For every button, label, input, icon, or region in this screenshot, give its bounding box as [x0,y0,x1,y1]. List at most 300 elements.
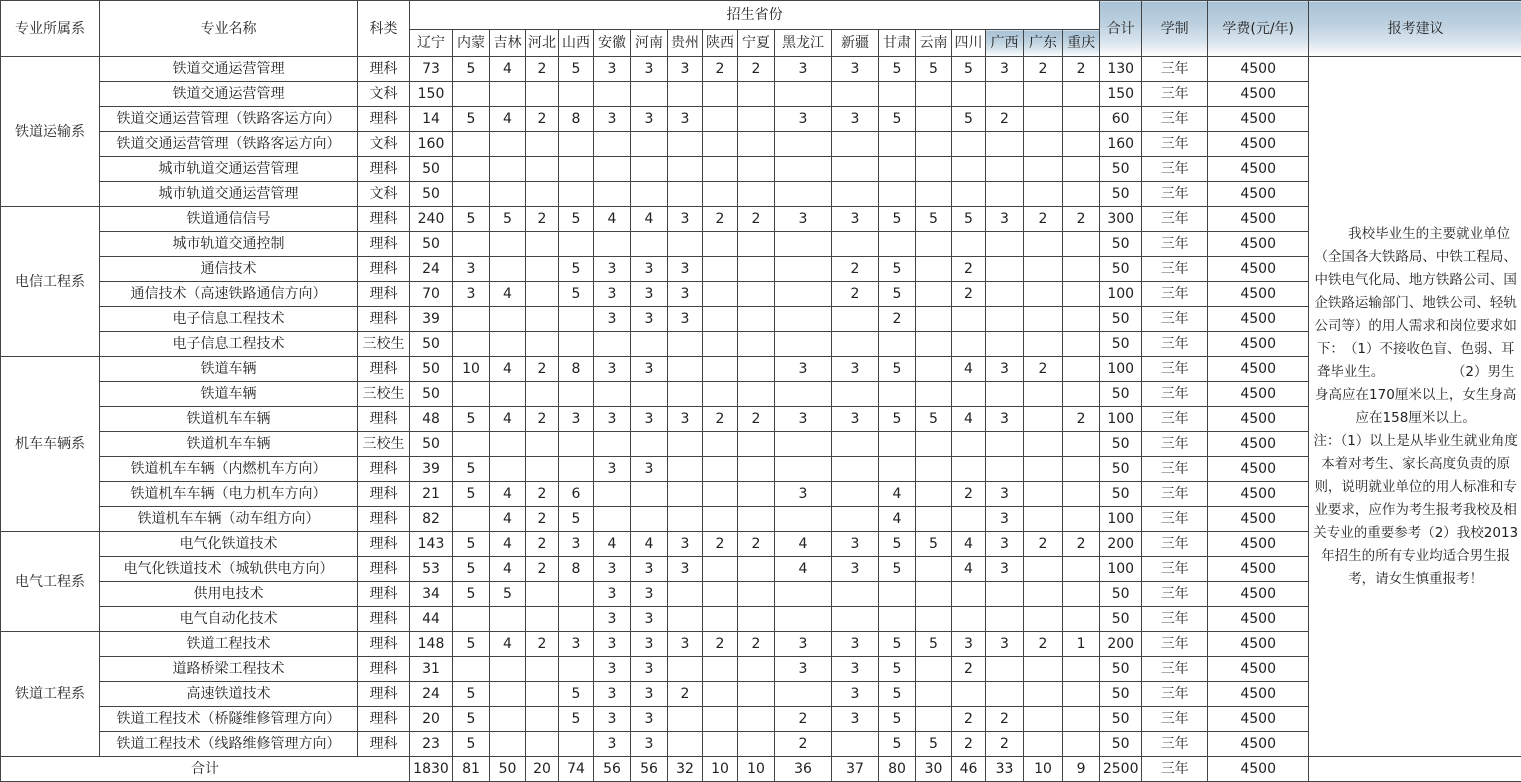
fee-cell: 4500 [1208,557,1309,582]
duration-cell: 三年 [1142,507,1208,532]
count-cell: 2 [738,207,775,232]
count-cell [559,432,594,457]
count-cell: 3 [986,482,1024,507]
count-cell [738,557,775,582]
count-cell: 3 [559,632,594,657]
count-cell: 2 [1063,407,1100,432]
count-cell [879,432,916,457]
count-cell [453,157,490,182]
totals-label: 合计 [1,757,410,782]
count-cell [1024,732,1063,757]
count-cell [1063,507,1100,532]
dept-cell: 电信工程系 [1,207,100,357]
count-cell: 2 [703,57,738,82]
count-cell [594,182,631,207]
count-cell: 3 [594,557,631,582]
count-cell: 3 [775,207,832,232]
count-cell [1063,657,1100,682]
count-cell: 2 [832,257,879,282]
count-cell: 3 [775,657,832,682]
row-total-cell: 50 [1100,182,1142,207]
count-cell [775,457,832,482]
count-cell: 14 [410,107,453,132]
total-count-cell: 9 [1063,757,1100,782]
count-cell: 3 [986,632,1024,657]
subject-cell: 理科 [358,357,410,382]
count-cell [952,332,986,357]
major-cell: 铁道机车车辆 [100,432,358,457]
fee-cell: 4500 [1208,207,1309,232]
count-cell: 53 [410,557,453,582]
major-cell: 城市轨道交通控制 [100,232,358,257]
count-cell: 21 [410,482,453,507]
count-cell [738,507,775,532]
count-cell [559,457,594,482]
duration-cell: 三年 [1142,332,1208,357]
duration-cell: 三年 [1142,557,1208,582]
count-cell [1024,657,1063,682]
count-cell [1063,382,1100,407]
subject-cell: 理科 [358,157,410,182]
count-cell [775,132,832,157]
count-cell [526,307,559,332]
subject-cell: 理科 [358,732,410,757]
count-cell: 20 [410,707,453,732]
count-cell [526,157,559,182]
count-cell: 3 [594,632,631,657]
count-cell [775,607,832,632]
major-cell: 铁道机车车辆（内燃机车方向） [100,457,358,482]
count-cell [526,432,559,457]
subject-cell: 理科 [358,107,410,132]
header-advice: 报考建议 [1309,1,1521,57]
header-province: 宁夏 [738,30,775,57]
total-count-cell: 46 [952,757,986,782]
subject-cell: 三校生 [358,332,410,357]
count-cell [738,332,775,357]
major-cell: 铁道机车车辆 [100,407,358,432]
count-cell: 2 [952,282,986,307]
subject-cell: 文科 [358,132,410,157]
fee-cell: 4500 [1208,332,1309,357]
count-cell [916,482,952,507]
table-row [1,257,1521,282]
count-cell [703,132,738,157]
fee-cell: 4500 [1208,632,1309,657]
count-cell: 3 [594,307,631,332]
count-cell: 70 [410,282,453,307]
count-cell [879,232,916,257]
count-cell: 2 [526,407,559,432]
count-cell [879,582,916,607]
count-cell [594,482,631,507]
count-cell [775,157,832,182]
fee-cell: 4500 [1208,657,1309,682]
count-cell: 4 [775,532,832,557]
count-cell: 5 [879,632,916,657]
table-row [1,482,1521,507]
count-cell: 2 [879,307,916,332]
subject-cell: 文科 [358,182,410,207]
count-cell [703,607,738,632]
duration-cell: 三年 [1142,257,1208,282]
header-province: 内蒙 [453,30,490,57]
duration-cell: 三年 [1142,707,1208,732]
count-cell [526,457,559,482]
major-cell: 铁道车辆 [100,357,358,382]
count-cell: 2 [775,707,832,732]
count-cell [453,382,490,407]
count-cell [490,732,526,757]
count-cell: 5 [916,532,952,557]
count-cell [1063,107,1100,132]
row-total-cell: 50 [1100,382,1142,407]
count-cell [453,332,490,357]
count-cell [916,682,952,707]
count-cell: 5 [879,57,916,82]
count-cell: 5 [879,657,916,682]
count-cell [668,157,703,182]
count-cell [916,182,952,207]
count-cell [1063,357,1100,382]
count-cell [668,582,703,607]
count-cell [1063,257,1100,282]
count-cell [832,582,879,607]
count-cell: 5 [559,207,594,232]
header-dept: 专业所属系 [1,1,100,57]
totals-fee-cell: 4500 [1208,757,1309,782]
count-cell: 5 [559,507,594,532]
row-total-cell: 50 [1100,682,1142,707]
table-row [1,307,1521,332]
fee-cell: 4500 [1208,582,1309,607]
duration-cell: 三年 [1142,657,1208,682]
count-cell [738,232,775,257]
header-provinces-group: 招生省份 [410,1,1100,30]
count-cell: 3 [594,732,631,757]
count-cell: 3 [594,582,631,607]
duration-cell: 三年 [1142,632,1208,657]
count-cell [631,432,668,457]
count-cell [490,232,526,257]
count-cell: 3 [832,632,879,657]
fee-cell: 4500 [1208,107,1309,132]
count-cell [738,282,775,307]
count-cell: 2 [1063,532,1100,557]
subject-cell: 理科 [358,707,410,732]
count-cell [526,607,559,632]
count-cell: 3 [668,557,703,582]
count-cell [738,357,775,382]
table-row [1,182,1521,207]
row-total-cell: 50 [1100,457,1142,482]
subject-cell: 理科 [358,257,410,282]
duration-cell: 三年 [1142,132,1208,157]
count-cell [775,232,832,257]
totals-row [1,757,1521,782]
count-cell [775,507,832,532]
header-province: 山西 [559,30,594,57]
count-cell [1024,407,1063,432]
count-cell [631,82,668,107]
count-cell: 2 [1063,207,1100,232]
count-cell: 3 [559,532,594,557]
count-cell [738,82,775,107]
table-row [1,657,1521,682]
count-cell [1024,182,1063,207]
count-cell [1063,82,1100,107]
count-cell: 3 [668,107,703,132]
header-province: 辽宁 [410,30,453,57]
row-total-cell: 200 [1100,532,1142,557]
count-cell [916,707,952,732]
count-cell [879,382,916,407]
table-row [1,632,1521,657]
count-cell: 2 [952,482,986,507]
count-cell: 5 [453,557,490,582]
subject-cell: 理科 [358,307,410,332]
count-cell [703,107,738,132]
duration-cell: 三年 [1142,57,1208,82]
count-cell: 50 [410,182,453,207]
major-cell: 铁道工程技术（线路维修管理方向） [100,732,358,757]
count-cell: 3 [668,257,703,282]
count-cell: 3 [668,282,703,307]
count-cell: 50 [410,232,453,257]
count-cell [775,582,832,607]
fee-cell: 4500 [1208,482,1309,507]
count-cell [631,332,668,357]
count-cell: 3 [832,682,879,707]
count-cell [738,582,775,607]
count-cell [526,657,559,682]
header-province: 新疆 [832,30,879,57]
header-province: 吉林 [490,30,526,57]
subject-cell: 理科 [358,57,410,82]
count-cell [916,507,952,532]
duration-cell: 三年 [1142,432,1208,457]
count-cell: 2 [738,532,775,557]
count-cell: 2 [526,482,559,507]
count-cell: 5 [916,57,952,82]
count-cell: 2 [952,257,986,282]
count-cell [453,182,490,207]
major-cell: 供用电技术 [100,582,358,607]
count-cell: 44 [410,607,453,632]
row-total-cell: 160 [1100,132,1142,157]
count-cell [738,157,775,182]
header-province: 云南 [916,30,952,57]
count-cell: 3 [775,482,832,507]
count-cell [559,132,594,157]
count-cell: 5 [453,682,490,707]
major-cell: 铁道交通运营管理（铁路客运方向） [100,132,358,157]
subject-cell: 文科 [358,82,410,107]
count-cell: 2 [952,707,986,732]
count-cell: 3 [594,707,631,732]
count-cell: 3 [775,407,832,432]
count-cell: 3 [986,357,1024,382]
count-cell [832,507,879,532]
advice-paragraph: 我校毕业生的主要就业单位（全国各大铁路局、中铁工程局、中铁电气化局、地方铁路公司、国企铁路运输部门、地铁公司、轻轨公司等）的用人需求和岗位要求如下： （1）不接收色盲、色弱、耳聋毕业生。 （2）男生身高应在170厘米以上，女生身高应在158厘米以上。 [1311,223,1520,430]
header-province: 重庆 [1063,30,1100,57]
count-cell: 2 [526,57,559,82]
count-cell [1024,482,1063,507]
count-cell [559,582,594,607]
count-cell [879,607,916,632]
count-cell: 3 [986,557,1024,582]
count-cell: 3 [775,107,832,132]
table-row [1,582,1521,607]
count-cell: 3 [668,207,703,232]
count-cell: 4 [490,57,526,82]
count-cell [559,82,594,107]
count-cell: 148 [410,632,453,657]
row-total-cell: 50 [1100,432,1142,457]
total-count-cell: 81 [453,757,490,782]
count-cell: 5 [879,257,916,282]
count-cell [832,182,879,207]
count-cell [832,482,879,507]
count-cell [490,307,526,332]
count-cell [952,607,986,632]
count-cell: 24 [410,257,453,282]
count-cell [986,157,1024,182]
count-cell: 150 [410,82,453,107]
header-province: 贵州 [668,30,703,57]
count-cell [775,282,832,307]
count-cell [559,657,594,682]
count-cell [832,432,879,457]
total-count-cell: 37 [832,757,879,782]
total-count-cell: 56 [594,757,631,782]
count-cell: 3 [594,457,631,482]
header-fee: 学费(元/年) [1208,1,1309,57]
count-cell [526,732,559,757]
count-cell [738,182,775,207]
count-cell [703,257,738,282]
count-cell: 50 [410,357,453,382]
count-cell [879,132,916,157]
count-cell: 4 [594,207,631,232]
count-cell [703,332,738,357]
count-cell [526,182,559,207]
count-cell: 2 [1063,57,1100,82]
count-cell: 5 [453,582,490,607]
count-cell [879,182,916,207]
count-cell: 2 [952,732,986,757]
subject-cell: 理科 [358,557,410,582]
count-cell: 240 [410,207,453,232]
count-cell [594,82,631,107]
count-cell [490,82,526,107]
count-cell: 3 [631,57,668,82]
count-cell [738,132,775,157]
total-count-cell: 80 [879,757,916,782]
count-cell: 2 [526,207,559,232]
major-cell: 城市轨道交通运营管理 [100,157,358,182]
total-count-cell: 10 [1024,757,1063,782]
subject-cell: 理科 [358,482,410,507]
row-total-cell: 100 [1100,282,1142,307]
count-cell: 5 [879,557,916,582]
count-cell [559,232,594,257]
count-cell: 5 [879,357,916,382]
count-cell: 2 [703,532,738,557]
count-cell [952,157,986,182]
count-cell [986,307,1024,332]
count-cell [916,82,952,107]
table-row [1,332,1521,357]
total-count-cell: 10 [703,757,738,782]
count-cell: 3 [631,282,668,307]
total-count-cell: 30 [916,757,952,782]
count-cell [526,382,559,407]
header-province: 安徽 [594,30,631,57]
row-total-cell: 50 [1100,307,1142,332]
count-cell: 2 [738,57,775,82]
total-count-cell: 56 [631,757,668,782]
count-cell [631,482,668,507]
header-province: 广西 [986,30,1024,57]
count-cell [1063,582,1100,607]
count-cell [453,232,490,257]
fee-cell: 4500 [1208,232,1309,257]
row-total-cell: 100 [1100,357,1142,382]
advice-cell [1309,57,1521,757]
count-cell [916,607,952,632]
count-cell [668,707,703,732]
count-cell [453,607,490,632]
duration-cell: 三年 [1142,457,1208,482]
count-cell [703,457,738,482]
fee-cell: 4500 [1208,307,1309,332]
count-cell [559,382,594,407]
count-cell: 5 [559,682,594,707]
count-cell: 5 [453,57,490,82]
count-cell [1063,457,1100,482]
major-cell: 电子信息工程技术 [100,332,358,357]
total-count-cell: 74 [559,757,594,782]
count-cell [559,182,594,207]
count-cell [775,682,832,707]
duration-cell: 三年 [1142,82,1208,107]
count-cell: 1 [1063,632,1100,657]
count-cell [916,432,952,457]
count-cell: 5 [453,482,490,507]
count-cell: 4 [952,407,986,432]
duration-cell: 三年 [1142,107,1208,132]
totals-duration-cell: 三年 [1142,757,1208,782]
count-cell: 3 [559,407,594,432]
count-cell [703,482,738,507]
count-cell [738,732,775,757]
count-cell [738,457,775,482]
count-cell: 4 [631,207,668,232]
count-cell [703,682,738,707]
count-cell [986,282,1024,307]
count-cell: 4 [490,557,526,582]
dept-cell: 电气工程系 [1,532,100,632]
count-cell [952,457,986,482]
count-cell: 3 [631,632,668,657]
table-row [1,507,1521,532]
count-cell [490,382,526,407]
count-cell [668,82,703,107]
count-cell [703,232,738,257]
count-cell [775,182,832,207]
count-cell: 2 [1024,632,1063,657]
